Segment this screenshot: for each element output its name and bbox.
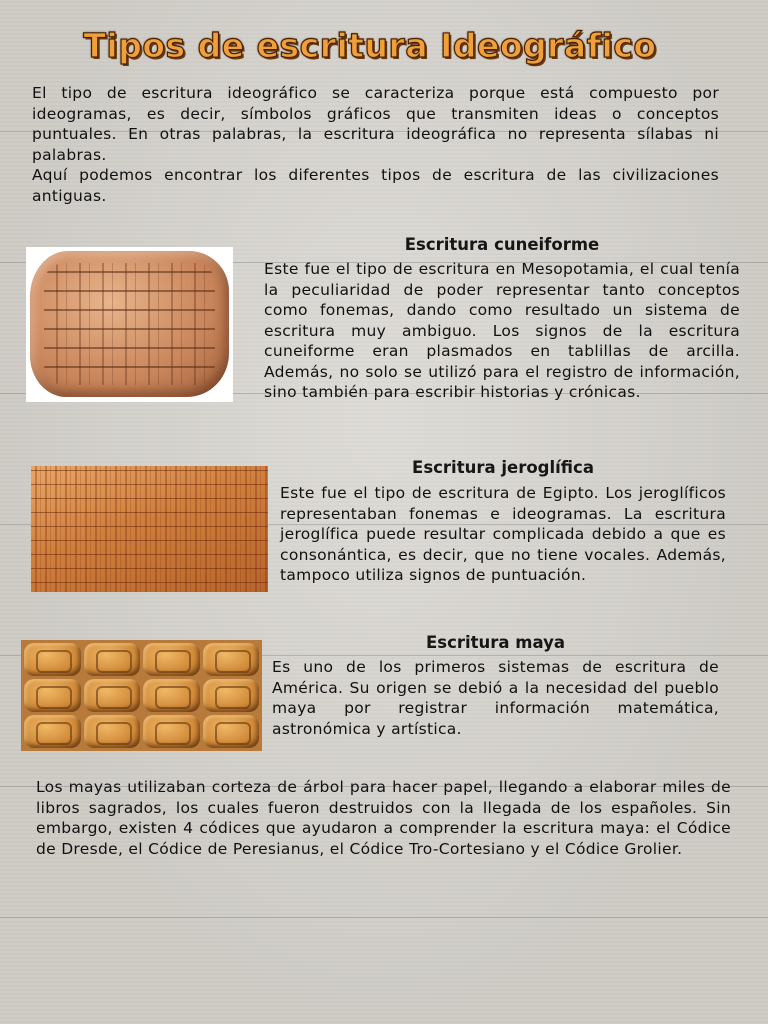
maya-glyph-block: [143, 715, 200, 748]
cuneiform-tablet-image: [26, 247, 233, 402]
closing-paragraph: Los mayas utilizaban corteza de árbol para hacer papel, llegando a elaborar miles de libros sagrados, los cuales fueron destruidos con la llegada de los españoles. Sin embargo, existen 4 códices que ayudaron a comprender la escritura maya: el Códice de Dresde, el Códice de Peresianus, el Códice Tro-Cortesiano y el Códice Grolier.: [36, 778, 731, 858]
maya-glyph-block: [143, 643, 200, 676]
maya-glyph-block: [84, 679, 141, 712]
background-line: [0, 917, 768, 918]
cuneiform-paragraph: Este fue el tipo de escritura en Mesopotamia, el cual tenía la peculiaridad de poder representar tanto conceptos como fonemas, dando como resultado un sistema de escritura muy ambiguo. Los signos de la escritura cuneiforme eran plasmados en tablillas de arcilla. Además, no solo se utilizó para el registro de información, sino también para escribir historias y crónicas.: [264, 260, 740, 401]
maya-glyph-block: [24, 643, 81, 676]
intro-paragraph: [32, 83, 719, 206]
clay-tablet: [30, 251, 229, 397]
hieroglyphic-paragraph: Este fue el tipo de escritura de Egipto. Los jeroglíficos representaban fonemas e ideogramas. La escritura jeroglífica puede resultar complicada debido a que es consonántica, es decir, que no tiene vocales. Además, tampoco utiliza signos de puntuación.: [280, 484, 726, 584]
maya-heading: Escritura maya: [425, 633, 566, 652]
maya-glyphs-image: [21, 640, 262, 751]
maya-glyph-block: [143, 679, 200, 712]
hieroglyphic-heading: Escritura jeroglífica: [412, 458, 594, 477]
intro-text: El tipo de escritura ideográfico se caracteriza porque está compuesto por ideogramas, es decir, símbolos gráficos que transmiten ideas o conceptos puntuales. En otras palabras, la escritura ideográfica no representa sílabas ni palabras.: [32, 84, 719, 164]
maya-glyph-block: [203, 679, 260, 712]
cuneiform-heading: Escritura cuneiforme: [404, 235, 600, 254]
hieroglyph-rows: [31, 466, 268, 592]
maya-glyph-block: [84, 715, 141, 748]
cuneiform-signs: [44, 263, 215, 385]
maya-glyph-block: [203, 643, 260, 676]
maya-glyph-block: [24, 679, 81, 712]
maya-paragraph: Es uno de los primeros sistemas de escritura de América. Su origen se debió a la necesidad del pueblo maya por registrar información matemática, astronómica y artística.: [272, 658, 719, 738]
maya-glyph-block: [203, 715, 260, 748]
hieroglyphic-stone-image: [31, 466, 268, 592]
maya-glyph-block: [24, 715, 81, 748]
maya-glyph-block: [84, 643, 141, 676]
page-title: Tipos de escritura Ideográfico: [83, 26, 657, 65]
intro-text-2: Aquí podemos encontrar los diferentes tipos de escritura de las civilizaciones antiguas.: [32, 166, 719, 205]
